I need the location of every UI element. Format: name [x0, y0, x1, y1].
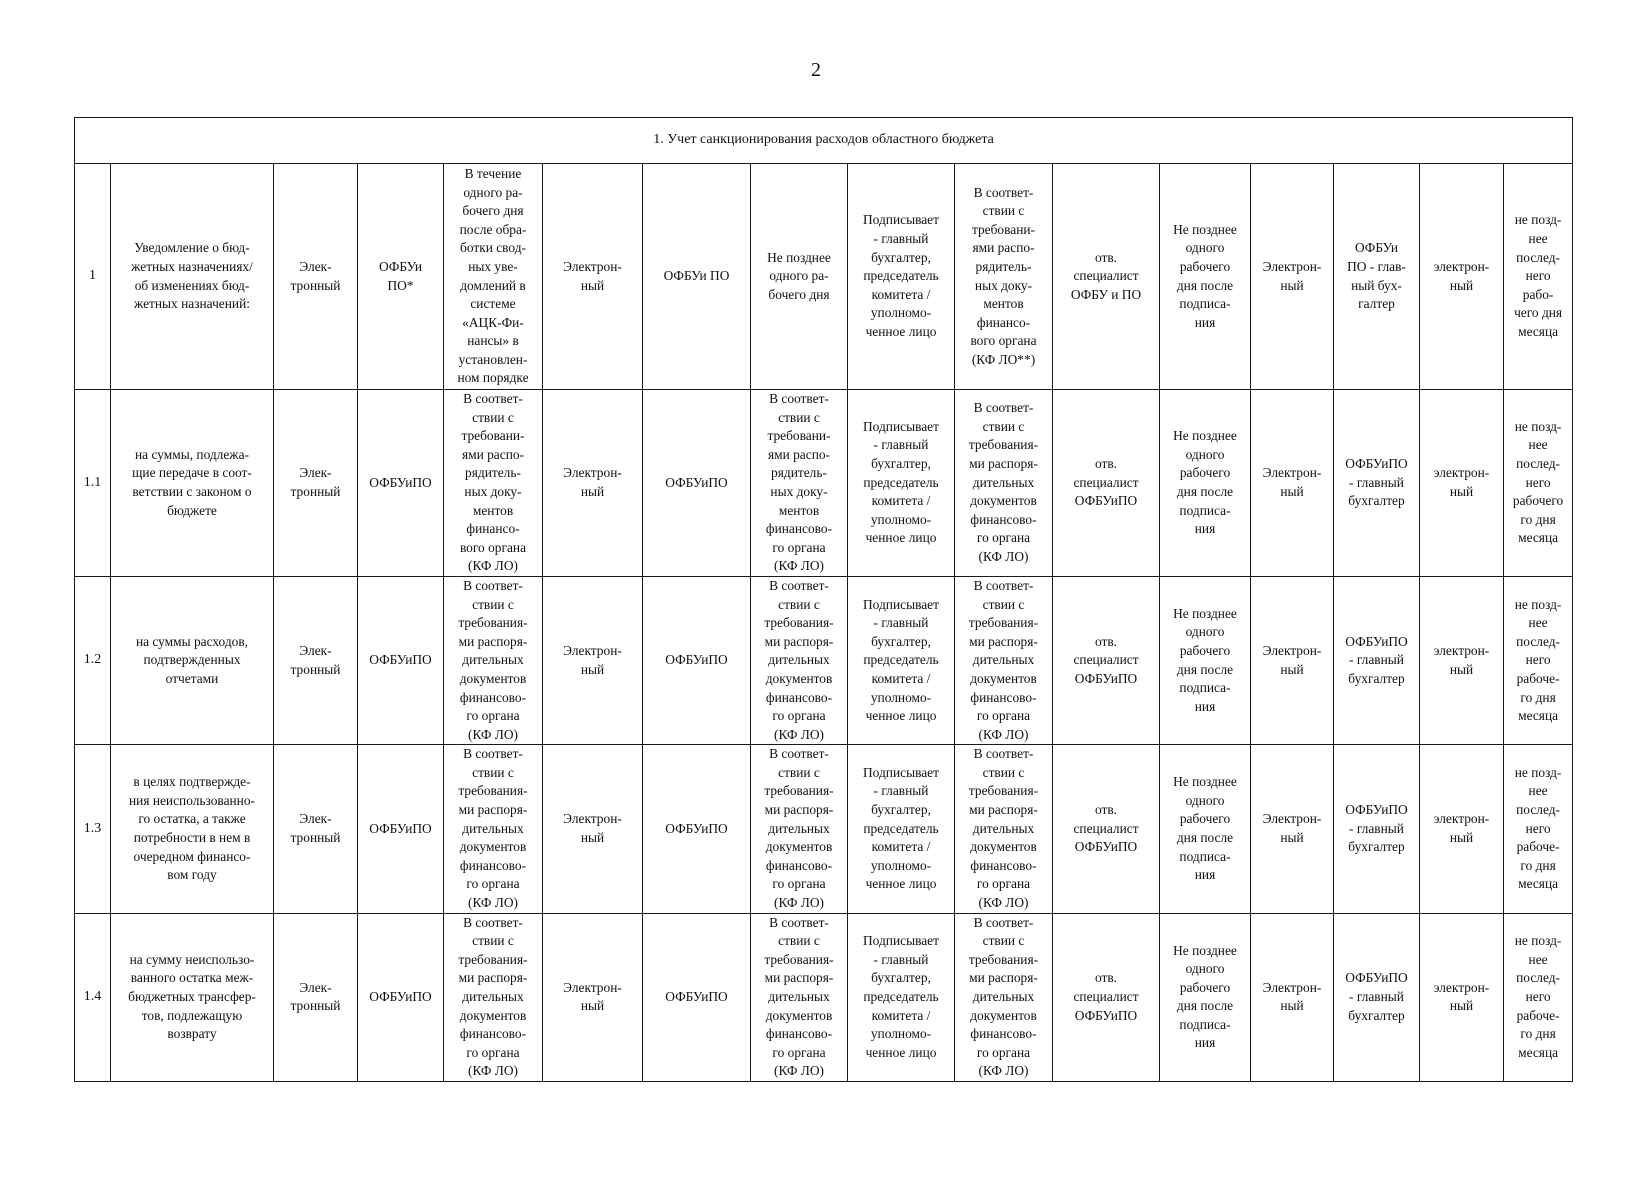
cell-format: Элек- тронный — [274, 913, 358, 1081]
table-row — [75, 913, 1573, 1081]
document-name: на сумму неиспользо- ванного остатка меж- бюджетных трансфер- тов, подлежащую возврату — [111, 913, 274, 1081]
cell-archive-deadline: не позд- нее послед- него рабочего го дня месяца — [1504, 390, 1573, 577]
cell-transfer-format: Электрон- ный — [543, 576, 643, 744]
cell-department: ОФБУи ПО* — [358, 164, 444, 390]
cell-transfer-deadline: В соответ- ствии с требования- ми распоря- дительных документов финансово- го органа (КФ ЛО) — [751, 745, 848, 913]
cell-keeper: ОФБУиПО - главный бухгалтер — [1334, 390, 1420, 577]
cell-storage-format: Электрон- ный — [1251, 576, 1334, 744]
cell-processing-deadline: Не позднее одного рабочего дня после подписа- ния — [1160, 390, 1251, 577]
cell-processing-deadline: Не позднее одного рабочего дня после подписа- ния — [1160, 164, 1251, 390]
row-number: 1.4 — [75, 913, 111, 1081]
cell-archive-deadline: не позд- нее послед- него рабоче- го дня месяца — [1504, 576, 1573, 744]
document-name: на суммы, подлежа- щие передаче в соот- ветствии с законом о бюджете — [111, 390, 274, 577]
cell-format: Элек- тронный — [274, 164, 358, 390]
cell-responsible: отв. специалист ОФБУиПО — [1053, 913, 1160, 1081]
cell-archive-deadline: не позд- нее послед- него рабоче- го дня месяца — [1504, 913, 1573, 1081]
cell-signatory: Подписывает - главный бухгалтер, председатель комитета / уполномо- ченное лицо — [848, 390, 955, 577]
cell-department: ОФБУиПО — [358, 913, 444, 1081]
section-header: 1. Учет санкционирования расходов областного бюджета — [75, 118, 1573, 164]
cell-responsible: отв. специалист ОФБУиПО — [1053, 390, 1160, 577]
cell-department: ОФБУиПО — [358, 745, 444, 913]
cell-archive-format: электрон- ный — [1420, 745, 1504, 913]
cell-transfer-format: Электрон- ный — [543, 913, 643, 1081]
cell-deadline: В соответ- ствии с требования- ми распоря- дительных документов финансово- го органа (КФ ЛО) — [444, 913, 543, 1081]
cell-transfer-format: Электрон- ный — [543, 164, 643, 390]
cell-keeper: ОФБУиПО - главный бухгалтер — [1334, 745, 1420, 913]
cell-deadline: В соответ- ствии с требования- ми распоря- дительных документов финансово- го органа (КФ ЛО) — [444, 576, 543, 744]
cell-storage-format: Электрон- ный — [1251, 913, 1334, 1081]
cell-keeper: ОФБУи ПО - глав- ный бух- галтер — [1334, 164, 1420, 390]
document-name: на суммы расходов, подтвержденных отчетами — [111, 576, 274, 744]
cell-transfer-format: Электрон- ный — [543, 745, 643, 913]
cell-archive-format: электрон- ный — [1420, 164, 1504, 390]
document-name: в целях подтвержде- ния неиспользованно- го остатка, а также потребности в нем в очередном финансо- вом году — [111, 745, 274, 913]
cell-signing-deadline: В соответ- ствии с требовани- ями распо- рядитель- ных доку- ментов финансо- вого органа (КФ ЛО**) — [955, 164, 1053, 390]
cell-processing-deadline: Не позднее одного рабочего дня после подписа- ния — [1160, 576, 1251, 744]
cell-signatory: Подписывает - главный бухгалтер, председатель комитета / уполномо- ченное лицо — [848, 164, 955, 390]
cell-department: ОФБУиПО — [358, 390, 444, 577]
cell-storage-format: Электрон- ный — [1251, 745, 1334, 913]
table-row — [75, 164, 1573, 390]
cell-processing-deadline: Не позднее одного рабочего дня после подписа- ния — [1160, 913, 1251, 1081]
cell-responsible: отв. специалист ОФБУ и ПО — [1053, 164, 1160, 390]
cell-transfer-deadline: В соответ- ствии с требования- ми распоря- дительных документов финансово- го органа (КФ ЛО) — [751, 576, 848, 744]
cell-archive-format: электрон- ный — [1420, 913, 1504, 1081]
cell-processing-deadline: Не позднее одного рабочего дня после подписа- ния — [1160, 745, 1251, 913]
cell-format: Элек- тронный — [274, 745, 358, 913]
cell-signatory: Подписывает - главный бухгалтер, председатель комитета / уполномо- ченное лицо — [848, 913, 955, 1081]
document-name: Уведомление о бюд- жетных назначениях/ об изменениях бюд- жетных назначений: — [111, 164, 274, 390]
cell-recipient: ОФБУиПО — [643, 745, 751, 913]
cell-recipient: ОФБУиПО — [643, 576, 751, 744]
page-number: 2 — [811, 59, 821, 81]
cell-signing-deadline: В соответ- ствии с требования- ми распоря- дительных документов финансово- го органа (КФ ЛО) — [955, 576, 1053, 744]
table-row — [75, 390, 1573, 577]
cell-transfer-deadline: В соответ- ствии с требования- ми распоря- дительных документов финансово- го органа (КФ ЛО) — [751, 913, 848, 1081]
cell-signatory: Подписывает - главный бухгалтер, председатель комитета / уполномо- ченное лицо — [848, 745, 955, 913]
cell-department: ОФБУиПО — [358, 576, 444, 744]
cell-storage-format: Электрон- ный — [1251, 164, 1334, 390]
cell-deadline: В соответ- ствии с требования- ми распоря- дительных документов финансово- го органа (КФ ЛО) — [444, 745, 543, 913]
cell-signatory: Подписывает - главный бухгалтер, председатель комитета / уполномо- ченное лицо — [848, 576, 955, 744]
cell-transfer-deadline: В соответ- ствии с требовани- ями распо- рядитель- ных доку- ментов финансово- го органа (КФ ЛО) — [751, 390, 848, 577]
table-row — [75, 576, 1573, 744]
cell-archive-format: электрон- ный — [1420, 390, 1504, 577]
cell-signing-deadline: В соответ- ствии с требования- ми распоря- дительных документов финансово- го органа (КФ ЛО) — [955, 913, 1053, 1081]
cell-storage-format: Электрон- ный — [1251, 390, 1334, 577]
cell-signing-deadline: В соответ- ствии с требования- ми распоря- дительных документов финансово- го органа (КФ ЛО) — [955, 390, 1053, 577]
cell-transfer-deadline: Не позднее одного ра- бочего дня — [751, 164, 848, 390]
cell-keeper: ОФБУиПО - главный бухгалтер — [1334, 576, 1420, 744]
section-header-row — [75, 118, 1573, 164]
cell-deadline: В течение одного ра- бочего дня после обра- ботки свод- ных уве- домлений в системе «АЦК-Фи- нансы» в установлен- ном порядке — [444, 164, 543, 390]
cell-deadline: В соответ- ствии с требовани- ями распо- рядитель- ных доку- ментов финансо- вого органа (КФ ЛО) — [444, 390, 543, 577]
cell-recipient: ОФБУиПО — [643, 913, 751, 1081]
row-number: 1.1 — [75, 390, 111, 577]
cell-recipient: ОФБУиПО — [643, 390, 751, 577]
cell-responsible: отв. специалист ОФБУиПО — [1053, 745, 1160, 913]
row-number: 1.3 — [75, 745, 111, 913]
cell-transfer-format: Электрон- ный — [543, 390, 643, 577]
cell-keeper: ОФБУиПО - главный бухгалтер — [1334, 913, 1420, 1081]
cell-archive-deadline: не позд- нее послед- него рабо- чего дня месяца — [1504, 164, 1573, 390]
row-number: 1 — [75, 164, 111, 390]
cell-archive-format: электрон- ный — [1420, 576, 1504, 744]
cell-format: Элек- тронный — [274, 390, 358, 577]
table-row — [75, 745, 1573, 913]
cell-recipient: ОФБУи ПО — [643, 164, 751, 390]
cell-format: Элек- тронный — [274, 576, 358, 744]
cell-archive-deadline: не позд- нее послед- него рабоче- го дня месяца — [1504, 745, 1573, 913]
sanction-accounting-table — [74, 117, 1573, 1082]
cell-responsible: отв. специалист ОФБУиПО — [1053, 576, 1160, 744]
cell-signing-deadline: В соответ- ствии с требования- ми распоря- дительных документов финансово- го органа (КФ ЛО) — [955, 745, 1053, 913]
row-number: 1.2 — [75, 576, 111, 744]
